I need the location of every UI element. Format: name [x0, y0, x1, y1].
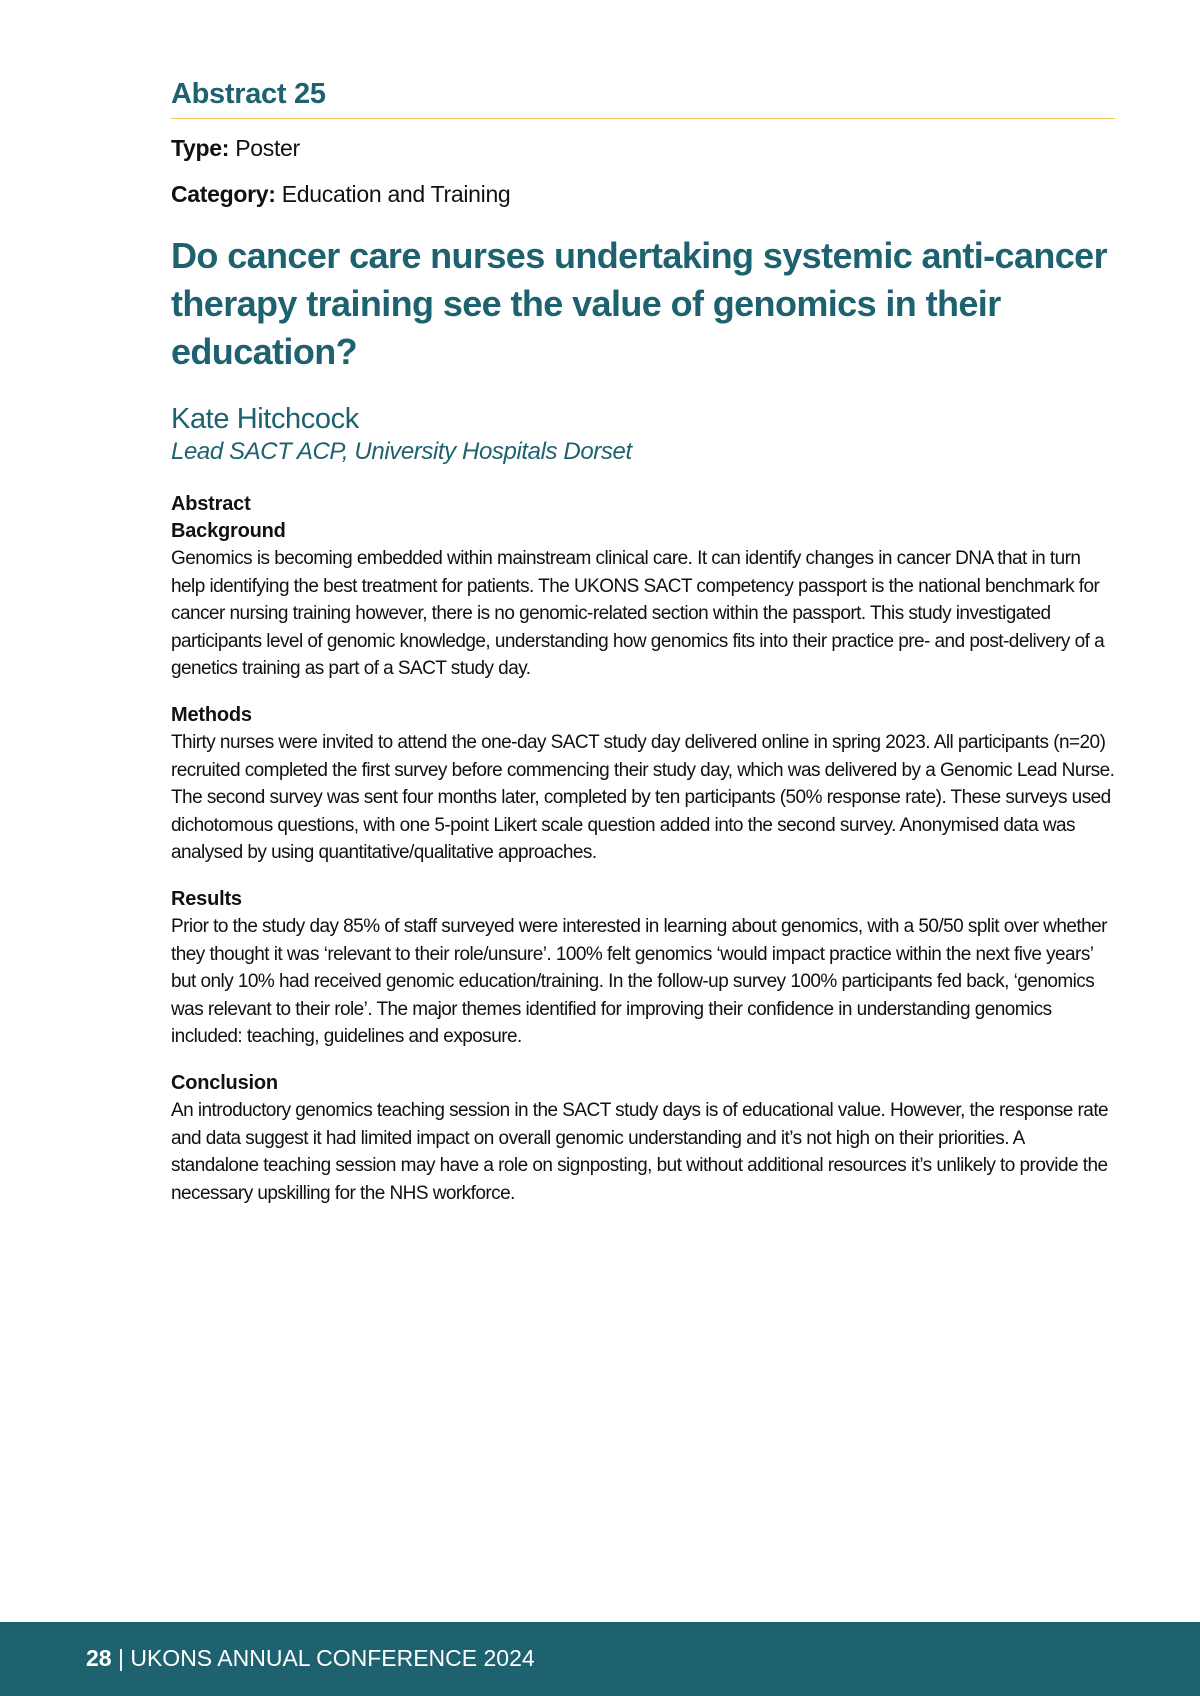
abstract-number: Abstract 25	[171, 78, 1115, 119]
type-label: Type:	[171, 135, 230, 161]
conclusion-heading: Conclusion	[171, 1071, 278, 1094]
abstract-title: Do cancer care nurses undertaking systemic anti-cancer therapy training see the value of genomics in their education?	[171, 235, 1108, 372]
page-content	[171, 78, 1115, 1207]
footer-separator: |	[111, 1645, 131, 1671]
methods-heading: Methods	[171, 703, 252, 726]
category-value: Education and Training	[281, 181, 511, 207]
author-name: Kate Hitchcock	[171, 403, 359, 435]
footer-text	[86, 1644, 535, 1672]
page-footer	[0, 1622, 1200, 1696]
results-text: Prior to the study day 85% of staff surveyed were interested in learning about genomics, with a 50/50 split over whether they thought it was ‘relevant to their role/unsure’. 100% felt genomics ‘would impact practice within the next five years’ but only 10% had received genomic education/training. In the follow-up survey 100% participants fed back, ‘genomics was relevant to their role’. The major themes identified for improving their confidence in understanding genomics included: teaching, guidelines and exposure.	[171, 915, 1107, 1048]
category-label: Category:	[171, 181, 276, 207]
publication-name: UKONS ANNUAL CONFERENCE 2024	[130, 1645, 535, 1671]
conclusion-text: An introductory genomics teaching session in the SACT study days is of educational value. However, the response rate and data suggest it had limited impact on overall genomic understanding and it’s not high on their priorities. A standalone teaching session may have a role on signposting, but without additional resources it’s unlikely to provide the necessary upskilling for the NHS workforce.	[171, 1099, 1109, 1204]
page-number: 28	[86, 1645, 112, 1671]
category-line	[171, 181, 1115, 208]
background-heading: Background	[171, 520, 286, 542]
background-text: Genomics is becoming embedded within mainstream clinical care. It can identify changes in cancer DNA that in turn help identifying the best treatment for patients. The UKONS SACT competency passport is the national benchmark for cancer nursing training however, there is no genomic-related section within the passport. This study investigated participants level of genomic knowledge, understanding how genomics fits into their practice pre- and post-delivery of a genetics training as part of a SACT study day.	[171, 548, 1105, 680]
methods-text: Thirty nurses were invited to attend the one-day SACT study day delivered online in spring 2023. All participants (n=20) recruited completed the first survey before commencing their study day, which was delivered by a Genomic Lead Nurse. The second survey was sent four months later, completed by ten participants (50% response rate). These surveys used dichotomous questions, with one 5-point Likert scale question added into the second survey. Anonymised data was analysed by using quantitative/qualitative approaches.	[171, 731, 1115, 864]
author-affiliation: Lead SACT ACP, University Hospitals Dorset	[171, 438, 632, 465]
type-value: Poster	[235, 135, 300, 161]
type-line	[171, 135, 1115, 162]
abstract-heading: Abstract	[171, 493, 251, 515]
results-heading: Results	[171, 887, 242, 910]
